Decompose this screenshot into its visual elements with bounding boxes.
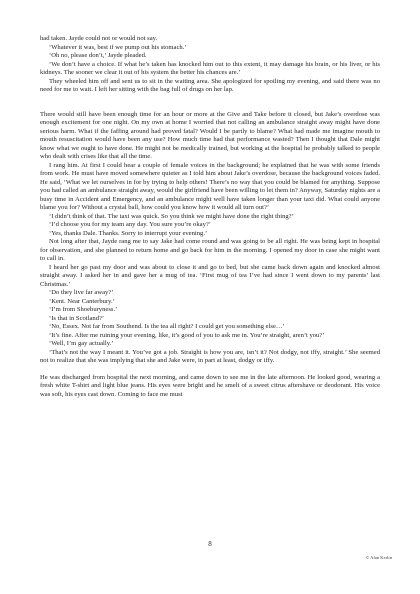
paragraph: had taken. Jayde could not or would not say. bbox=[40, 35, 158, 42]
paragraph: ‘Whatever it was, best if we pump out his stomach.’ bbox=[49, 43, 187, 51]
paragraph: ‘No, Essex. Not far from Southend. Is the tea all right? I could get you something else…’ bbox=[49, 323, 285, 330]
section-break bbox=[40, 103, 380, 111]
paragraph: ‘Well, I’m gay actually.’ bbox=[49, 340, 114, 347]
paragraph: I heard her go past my door and was about to close it and go to bed, but she came back down again and knocked almost straight away. I asked her in and gave her a mug of tea. ‘First mug of tea I’ve had since I went down to my parents’ last Christmas.’ bbox=[40, 263, 380, 288]
paragraph: He was discharged from hospital the next morning, and came down to see me in the late afternoon. He looked good, wearing a fresh white T-shirt and light blue jeans. His eyes were bright and he smelt of a sweet citrus aftershave or deodorant. His voice was soft, his eyes cast down. Coming to face me must bbox=[40, 373, 380, 398]
paragraph: They wheeled him off and sent us to sit in the waiting area. She apologized for spoiling my evening, and said there was no need for me to wait. I left her sitting with the bag full of drugs on her lap. bbox=[40, 77, 380, 93]
paragraph: ‘Is that in Scotland?’ bbox=[49, 314, 105, 322]
section-hospital bbox=[40, 35, 380, 95]
paragraph: ‘Do they live far away?’ bbox=[49, 289, 114, 296]
paragraph: I rang him. At first I could hear a couple of female voices in the background; he explained that he was with some friends from work. He must have moved somewhere quieter as I told him about Jake’s overdose, because the background voices faded. He said, ‘What we let ourselves in for by trying to help others! There’s no way that you could be blamed for anything. Suppose you had called an ambulance straight away, would the girlfriend have been willing to let them in? Anyway, Saturday nights are a busy time in Accident and Emergency, and an ambulance might well have taken longer than your taxi did. What could anyone blame you for? Without a crystal ball, how could you know how it would all turn out?’ bbox=[40, 161, 380, 211]
paragraph: ‘That’s not the way I meant it. You’ve got a job. Straight is how you are, isn’t it? Not dodgy, not iffy, straight.’ She seemed not to realize that she was implying that she and Jake were, in part at least, dodgy or iffy. bbox=[40, 348, 380, 364]
page-number: 8 bbox=[208, 540, 212, 548]
page-body bbox=[40, 35, 380, 399]
section-discharge bbox=[40, 374, 380, 400]
section-break bbox=[40, 366, 380, 374]
paragraph: ‘Yes, thanks Dale. Thanks. Sorry to interrupt your evening.’ bbox=[49, 229, 208, 237]
section-break bbox=[40, 95, 380, 103]
paragraph: ‘It’s fine. After me ruining your evening, like, it’s good of you to ask me in. You’re straight, aren’t you?’ bbox=[49, 331, 325, 339]
paragraph: There would still have been enough time for an hour or more at the Give and Take before it closed, but Jake’s overdose was enough excitement for one night. On my own at home I worried that not calling an ambulance straight away might have done serious harm. What if the faffing around had proved fatal? Would I be partly to blame? What had made me imagine mouth to mouth resuscitation would have been any use? How much time had that performance wasted? Then I thought that Dale might know what we ought to have done. He might not be medically trained, but working at the hospital he probably talked to people who dealt with crises like that all the time. bbox=[40, 110, 380, 160]
paragraph: ‘I didn’t think of that. The taxi was quick. So you think we might have done the right thing?’ bbox=[49, 212, 294, 220]
paragraph: ‘Oh no, please don’t,’ Jayde pleaded. bbox=[49, 52, 147, 59]
paragraph: ‘I’m from Shoeburyness.’ bbox=[49, 306, 118, 313]
paragraph: ‘I’d choose you for my team any day. You sure you’re okay?’ bbox=[49, 221, 211, 228]
section-phone-call bbox=[40, 111, 380, 366]
copyright-notice: © Alan Kerlin bbox=[365, 555, 392, 560]
paragraph: ‘Kent. Near Canterbury.’ bbox=[49, 297, 115, 305]
paragraph: ‘We don’t have a choice. If what he’s taken has knocked him out to this extent, it may damage his brain, or his liver, or his kidneys. The sooner we clear it out of his system the better his chances are.’ bbox=[40, 60, 380, 76]
paragraph: Not long after that, Jayde rang me to say Jake had come round and was going to be all right. He was being kept in hospital for observation, and she planned to return home and go back for him in the morning. I opened my door in case she might want to call in. bbox=[40, 238, 380, 262]
